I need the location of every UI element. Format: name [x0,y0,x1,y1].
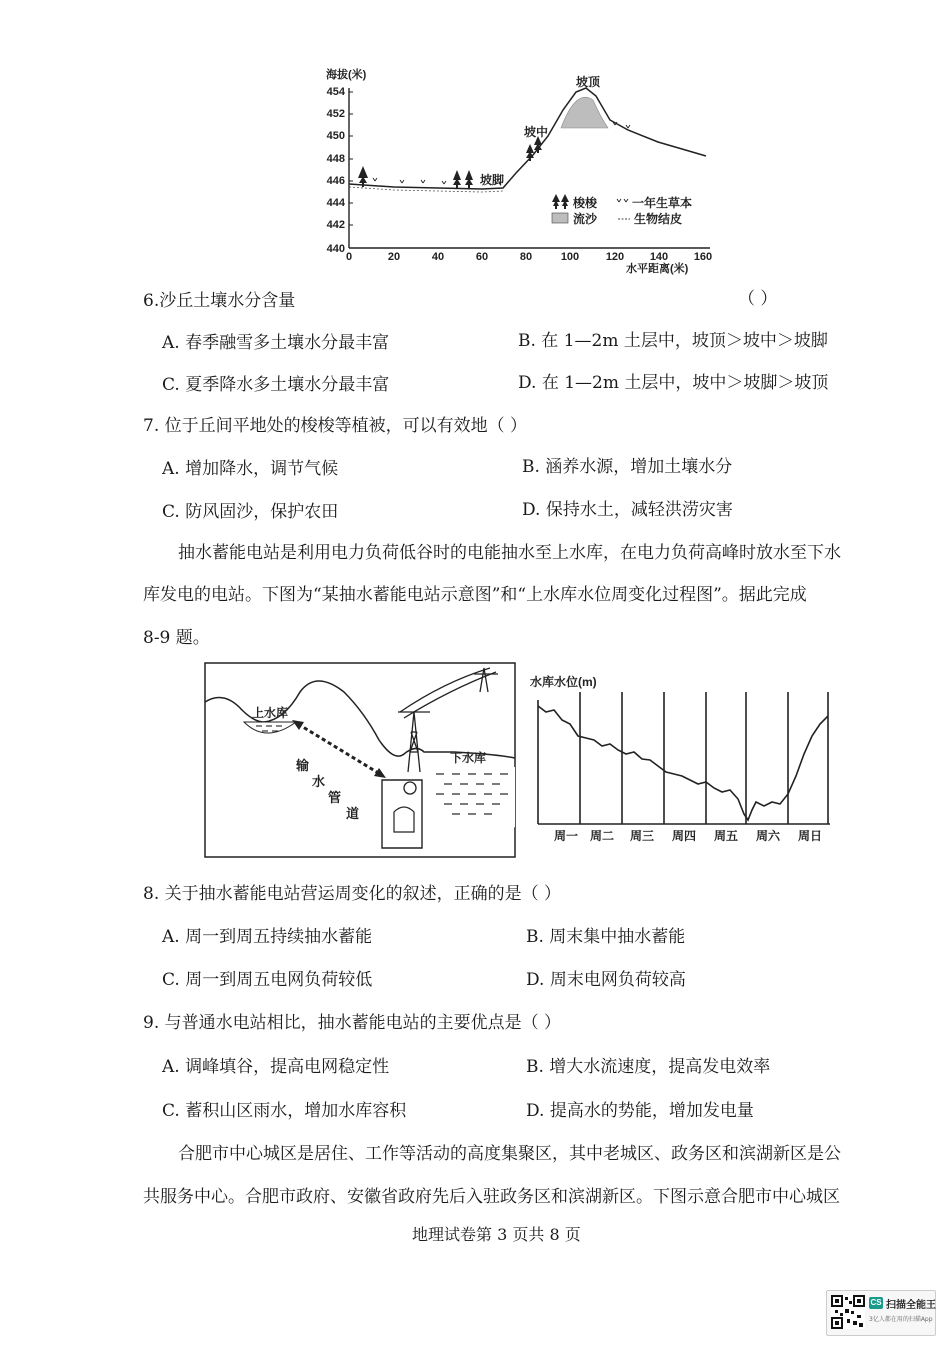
pipe-label-char: 道 [346,806,360,821]
x-tick: 120 [605,251,625,263]
x-tick: 40 [431,251,445,263]
y-tick: 442 [326,219,345,231]
water-level-chart [528,664,838,860]
lower-reservoir-label: 下水库 [450,751,487,765]
q8-option-a[interactable]: A. 周一到周五持续抽水蓄能 [162,927,373,947]
hefei-passage-line1: 合肥市中心城区是居住、工作等活动的高度集聚区，其中老城区、政务区和滨湖新区是公 [178,1144,841,1164]
slope-foot-label: 坡脚 [480,173,505,187]
passage89-line3: 8-9 题。 [143,628,210,648]
q7-option-d[interactable]: D. 保持水土，减轻洪涝灾害 [522,500,733,520]
q6-option-c[interactable]: C. 夏季降水多土壤水分最丰富 [162,375,390,395]
day-tick: 周六 [755,829,781,843]
y-tick: 446 [326,175,345,187]
tree-icon [453,170,473,189]
x-tick: 80 [519,251,533,263]
y-tick: 444 [326,197,345,209]
passage89-line2: 库发电的电站。下图为“某抽水蓄能电站示意图”和“上水库水位周变化过程图”。据此完成 [143,585,807,605]
watermark-subtitle: 3亿人都在用的扫描App [869,1316,933,1323]
x-tick: 60 [475,251,489,263]
day-tick: 周一 [553,829,579,843]
page-footer: 地理试卷第 3 页共 8 页 [412,1225,581,1244]
x-tick: 160 [693,251,713,263]
pipe-label-char: 输 [296,758,310,773]
cs-logo-icon: CS [870,1298,882,1307]
lower-reservoir-water [422,767,515,837]
day-tick: 周日 [797,829,823,843]
q7-option-c[interactable]: C. 防风固沙，保护农田 [162,502,339,522]
q8-option-b[interactable]: B. 周末集中抽水蓄能 [526,927,686,947]
q6-stem: 6.沙丘土壤水分含量 [143,291,296,311]
qr-code-icon [831,1295,865,1329]
y-tick: 448 [326,153,345,165]
q9-option-c[interactable]: C. 蓄积山区雨水，增加水库容积 [162,1101,407,1121]
q8-option-d[interactable]: D. 周末电网负荷较高 [526,970,686,990]
legend-sand: 流沙 [573,212,598,226]
pipe-label-char: 管 [328,790,342,805]
figure1-legend [552,194,692,226]
q6-option-b[interactable]: B. 在 1—2m 土层中，坡顶＞坡中＞坡脚 [518,331,828,351]
hefei-passage-line2: 共服务中心。合肥市政府、安徽省政府先后入驻政务区和滨湖新区。下图示意合肥市中心城区 [143,1187,840,1207]
q6-answer-bracket[interactable]: （ ） [738,289,778,309]
crest-label: 坡顶 [576,75,601,89]
q9-option-a[interactable]: A. 调峰填谷，提高电网稳定性 [162,1057,390,1077]
tree-legend-icon [552,194,569,209]
tree-icon [526,136,542,161]
generator-icon [404,782,416,794]
pipe-label-char: 水 [312,774,326,789]
legend-crust: 生物结皮 [634,212,683,226]
q8-option-c[interactable]: C. 周一到周五电网负荷较低 [162,970,373,990]
y-tick: 454 [326,86,345,98]
q9-stem: 9. 与普通水电站相比，抽水蓄能电站的主要优点是（ ） [143,1013,562,1033]
q6-option-a[interactable]: A. 春季融雪多土壤水分最丰富 [162,333,390,353]
x-tick: 20 [387,251,401,263]
scanner-watermark [826,1290,936,1336]
q9-option-d[interactable]: D. 提高水的势能，增加发电量 [526,1101,754,1121]
day-tick: 周五 [713,829,739,843]
q9-option-b[interactable]: B. 增大水流速度，提高发电效率 [526,1057,771,1077]
sand-legend-icon [552,213,568,223]
y-tick: 450 [326,130,345,142]
x-tick: 100 [560,251,580,263]
q7-stem: 7. 位于丘间平地处的梭梭等植被，可以有效地（ ） [143,416,528,436]
water-level-series [538,706,828,820]
watermark-title: 扫描全能王 [886,1300,936,1311]
water-level-ylabel: 水库水位(m) [530,675,597,689]
day-tick: 周四 [671,829,697,843]
q7-option-b[interactable]: B. 涵养水源，增加土壤水分 [522,457,733,477]
legend-grass: 一年生草本 [632,196,693,210]
mid-slope-label: 坡中 [524,125,549,139]
pumped-storage-schematic [204,662,516,858]
upper-reservoir-label: 上水库 [252,706,289,720]
day-tick: 周三 [629,829,655,843]
y-tick: 452 [326,108,345,120]
q7-option-a[interactable]: A. 增加降水，调节气候 [162,459,339,479]
y-tick: 440 [326,243,345,255]
day-tick: 周二 [589,829,615,843]
dune-profile-figure [318,60,728,280]
tree-icon [358,166,368,187]
y-axis-label: 海拔(米) [326,69,367,81]
passage89-line1: 抽水蓄能电站是利用电力负荷低谷时的电能抽水至上水库，在电力负荷高峰时放水至下水 [178,543,841,563]
legend-tree: 梭梭 [573,196,598,210]
grass-legend-icon [617,199,628,202]
x-axis-label: 水平距离(米) [626,263,689,275]
q8-stem: 8. 关于抽水蓄能电站营运周变化的叙述，正确的是（ ） [143,884,562,904]
q6-option-d[interactable]: D. 在 1—2m 土层中，坡中＞坡脚＞坡顶 [518,373,829,393]
x-tick: 140 [649,251,669,263]
x-tick: 0 [345,251,353,263]
